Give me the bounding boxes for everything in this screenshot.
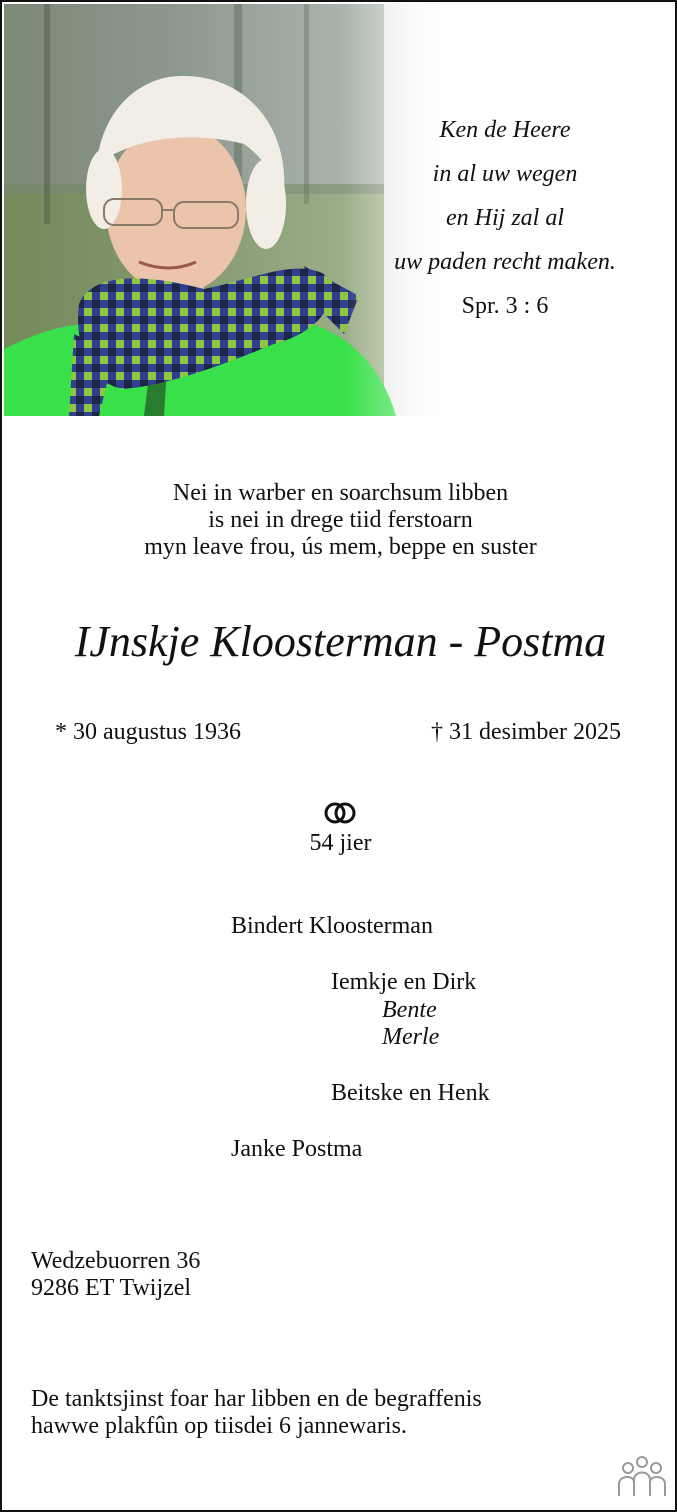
closing-line: De tanktsjinst foar har libben en de begraffenis — [31, 1386, 482, 1412]
verse-line: en Hij zal al — [446, 205, 564, 231]
family-sibling: Janke Postma — [231, 1136, 363, 1162]
intro-line: Nei in warber en soarchsum libben — [172, 480, 509, 506]
family-child: Iemkje en Dirk — [331, 969, 477, 995]
family-husband: Bindert Kloosterman — [231, 913, 433, 939]
family-grandchild: Merle — [382, 1024, 440, 1050]
intro-line: myn leave frou, ús mem, beppe en suster — [144, 534, 537, 560]
birth-date: * 30 augustus 1936 — [55, 719, 241, 745]
marriage-years: 54 jier — [309, 830, 372, 856]
intro-line: is nei in drege tiid ferstoarn — [208, 507, 473, 533]
family-child: Beitske en Henk — [331, 1080, 490, 1106]
verse-line: uw paden recht maken. — [394, 249, 616, 275]
deceased-name: IJnskje Kloosterman - Postma — [74, 617, 607, 666]
people-group-icon — [616, 1454, 668, 1498]
address-street: Wedzebuorren 36 — [31, 1248, 201, 1274]
verse-reference: Spr. 3 : 6 — [461, 293, 549, 319]
address-city: 9286 ET Twijzel — [31, 1275, 192, 1301]
bible-verse — [370, 108, 640, 328]
family-grandchild: Bente — [382, 997, 437, 1023]
verse-line: Ken de Heere — [439, 117, 571, 143]
verse-line: in al uw wegen — [432, 161, 578, 187]
wedding-rings-icon — [322, 800, 358, 826]
death-date: † 31 desimber 2025 — [431, 719, 621, 745]
closing-line: hawwe plakfûn op tiisdei 6 jannewaris. — [31, 1413, 407, 1439]
intro-text — [2, 480, 677, 561]
